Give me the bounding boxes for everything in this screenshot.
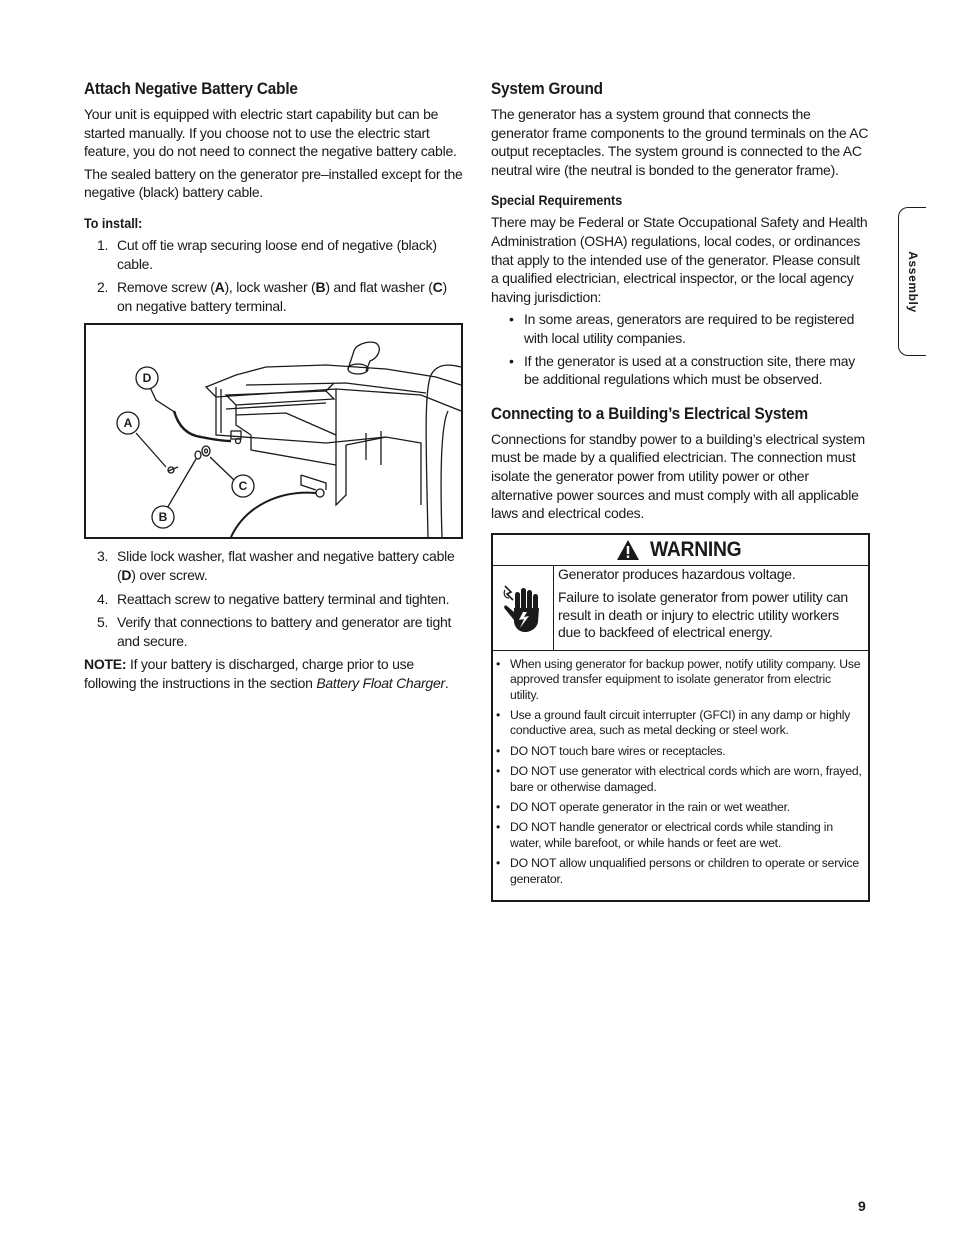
list-item: 3. Slide lock washer, flat washer and negative battery cable (D) over screw.	[97, 548, 455, 583]
warning-text	[554, 566, 868, 650]
list-item: 2. Remove screw (A), lock washer (B) and flat washer (C) on negative battery terminal.	[97, 279, 447, 314]
figure-label-c: C	[238, 479, 248, 494]
paragraph: Your unit is equipped with electric start capability but can be started manually. If you choose not to use the electric start feature, you do not need to connect the negative battery cable.	[84, 106, 457, 160]
warning-header	[493, 535, 868, 566]
right-column	[491, 80, 869, 902]
install-steps-continued	[84, 547, 464, 650]
figure-label-a: A	[123, 416, 133, 431]
tab-label: Assembly	[905, 250, 920, 313]
figure-label-d: D	[142, 371, 152, 386]
list-item: • In some areas, generators are required to be registered with local utility companies.	[491, 310, 869, 347]
warning-body	[493, 566, 868, 651]
page-number: 9	[858, 1198, 866, 1214]
list-item: • DO NOT handle generator or electrical cords while standing in water, while barefoot, or while hands or feet are wet.	[493, 820, 862, 851]
battery-illustration	[86, 325, 461, 537]
requirements-list	[491, 310, 869, 388]
left-column	[84, 80, 464, 697]
battery-cable-figure	[84, 323, 463, 539]
subheading-special-requirements: Special Requirements	[491, 193, 623, 209]
list-item: • DO NOT touch bare wires or receptacles.	[493, 744, 862, 759]
note-paragraph: NOTE: If your battery is discharged, charge prior to use following the instructions in the section Battery Float Charger.	[84, 656, 449, 691]
install-steps	[84, 236, 464, 315]
paragraph: The sealed battery on the generator pre–installed except for the negative (black) battery cable.	[84, 165, 463, 201]
hazard-icon-cell	[493, 566, 554, 650]
paragraph: The generator has a system ground that connects the generator frame components to the ground terminals on the AC output receptacles. The system ground is connected to the AC neutral wire (the neutral is bonded to the generator frame).	[491, 106, 869, 178]
list-item: • Use a ground fault circuit interrupter (GFCI) in any damp or highly conductive area, such as metal decking or steel work.	[493, 708, 862, 739]
list-item: • DO NOT operate generator in the rain or wet weather.	[493, 800, 862, 815]
section-tab-assembly	[898, 207, 926, 356]
warning-triangle-icon	[616, 539, 640, 561]
warning-list	[493, 651, 868, 900]
list-item: • DO NOT allow unqualified persons or children to operate or service generator.	[493, 856, 862, 887]
warning-title: WARNING	[649, 537, 742, 561]
paragraph: Connections for standby power to a building’s electrical system must be made by a qualified electrician. The connection must isolate the generator power from utility power or other alternative power sources and must comply with all applicable laws and electrical codes.	[491, 430, 865, 522]
paragraph: There may be Federal or State Occupational Safety and Health Administration (OSHA) regulations, local codes, or ordinances that apply to the intended use of the generator. Please consult a qualified electrician, electrical inspector, or the local agency having jurisdiction:	[491, 214, 868, 305]
list-item: 1. Cut off tie wrap securing loose end of negative (black) cable.	[97, 236, 437, 272]
warning-box	[491, 533, 870, 902]
list-item: • When using generator for backup power, notify utility company. Use approved transfer equipment to isolate generator from electric utility.	[493, 657, 862, 703]
warning-line: Failure to isolate generator from power utility can result in death or injury to electric utility workers due to backfeed of electrical energy.	[558, 589, 848, 641]
list-item: 4. Reattach screw to negative battery terminal and tighten.	[97, 590, 450, 607]
section-heading-building-electrical: Connecting to a Building’s Electrical System	[491, 404, 808, 423]
figure-label-b: B	[158, 510, 168, 525]
list-item: • DO NOT use generator with electrical cords which are worn, frayed, bare or otherwise damaged.	[493, 764, 862, 795]
warning-line: Generator produces hazardous voltage.	[558, 565, 796, 582]
section-heading-system-ground: System Ground	[491, 80, 603, 98]
list-item: 5. Verify that connections to battery and generator are tight and secure.	[97, 614, 452, 649]
electric-shock-hand-icon	[501, 582, 545, 634]
subheading-to-install: To install:	[84, 215, 143, 231]
list-item: • If the generator is used at a construction site, there may be additional regulations which must be observed.	[491, 352, 869, 389]
section-heading-attach-battery-cable: Attach Negative Battery Cable	[84, 80, 298, 98]
